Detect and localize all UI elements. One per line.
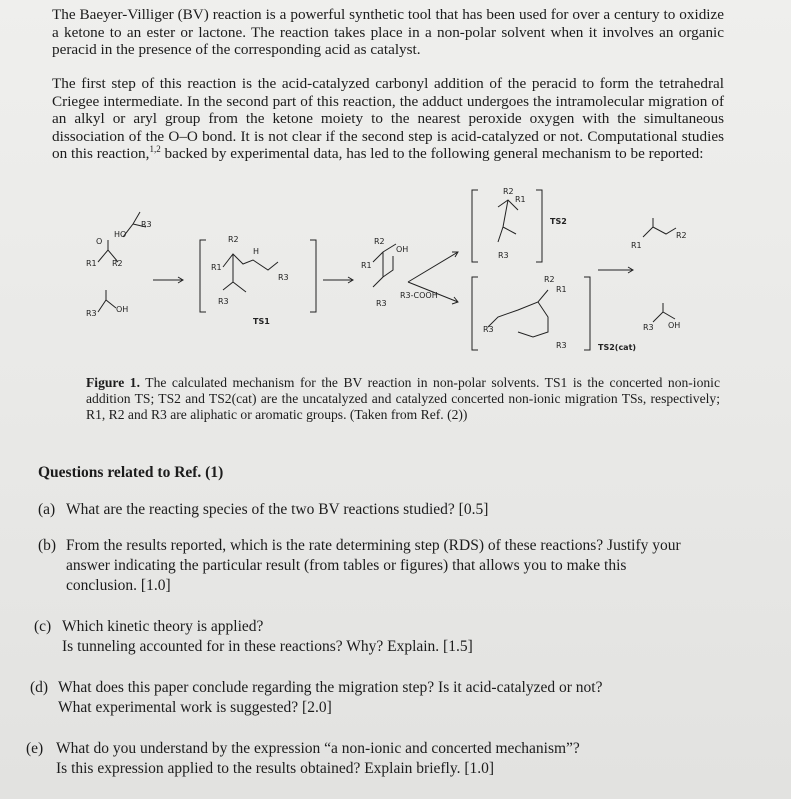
reference-superscript: 1,2 xyxy=(149,144,161,155)
ts2-bonds xyxy=(498,200,518,242)
ts2cat-bracket-left xyxy=(472,277,478,350)
mechanism-paragraph-text: The first step of this reaction is the acid-catalyzed carbonyl addition of the peracid to form the tetrahedral Criegee intermediate. In the second part of this reaction, the adduct undergoes the intramolecular migration of an alkyl or aryl group from the ketone moiety to the nearest peroxide oxygen with the simultaneous dissociation of the O–O bond. It is not clear if the second step is acid-catalyzed or not. Computational studies on this reaction, xyxy=(52,75,724,163)
fig-label-r3-g: R3 xyxy=(483,325,494,334)
fig-label-r2-a: R2 xyxy=(112,259,123,268)
fig-label-r3-f: R3 xyxy=(498,251,509,260)
fig-label-r2-f: R2 xyxy=(676,231,687,240)
question-d-label: (d) xyxy=(30,679,49,696)
fig-label-r3-c: R3 xyxy=(278,273,289,282)
question-c xyxy=(34,617,734,657)
arrow-2 xyxy=(323,277,353,283)
ts2-bracket-left xyxy=(472,190,478,262)
fig-label-r3-b: R3 xyxy=(86,309,97,318)
arrow-to-ts2 xyxy=(408,252,458,282)
intro-paragraph: The Baeyer-Villiger (BV) reaction is a powerful synthetic tool that has been used for over a century to oxidize a ketone to an ester or lactone. The reaction takes place in a non-polar solvent when it involves an organic peracid in the presence of the corresponding acid as catalyst. xyxy=(52,6,724,59)
question-e xyxy=(26,739,726,779)
fig-label-r1-c: R1 xyxy=(361,261,372,270)
question-b-line-2: answer indicating the particular result (from tables or figures) that allows you to make this xyxy=(66,557,627,574)
fig-label-r3-e: R3 xyxy=(376,299,387,308)
fig-label-oh-a: OH xyxy=(116,305,129,314)
arrow-1 xyxy=(153,277,183,283)
ester-bonds xyxy=(643,218,676,237)
mechanism-scheme-svg xyxy=(78,182,718,370)
ts1-bracket-left xyxy=(200,240,206,312)
acid-product-bonds xyxy=(653,303,675,322)
question-b-line-3: conclusion. [1.0] xyxy=(66,577,171,594)
fig-label-ho-a: HO xyxy=(114,230,127,239)
fig-label-r3-h: R3 xyxy=(556,341,567,350)
fig-label-r1-e: R1 xyxy=(556,285,567,294)
fig-label-oh-b: OH xyxy=(396,245,409,254)
figure-caption-label: Figure 1. xyxy=(86,375,140,390)
fig-label-r3-a: R3 xyxy=(141,220,152,229)
question-c-line-2: Is tunneling accounted for in these reactions? Why? Explain. [1.5] xyxy=(62,638,473,655)
ts1-bracket-right xyxy=(310,240,316,312)
fig-label-r1-a: R1 xyxy=(86,259,97,268)
fig-label-r2-d: R2 xyxy=(503,187,514,196)
question-d-line-2: What experimental work is suggested? [2.0] xyxy=(58,699,332,716)
fig-label-oh-c: OH xyxy=(668,321,681,330)
ts1-bonds xyxy=(223,254,278,292)
fig-label-r2-c: R2 xyxy=(374,237,385,246)
arrow-final xyxy=(598,267,633,273)
acid-bonds xyxy=(98,290,116,312)
fig-label-r2-b: R2 xyxy=(228,235,239,244)
fig-label-r3cooh: R3-COOH xyxy=(400,291,438,300)
question-e-line-2: Is this expression applied to the results obtained? Explain briefly. [1.0] xyxy=(56,760,495,777)
question-b xyxy=(38,536,748,596)
mechanism-paragraph xyxy=(52,75,724,163)
fig-label-r1-f: R1 xyxy=(631,241,642,250)
ts2cat-bonds xyxy=(488,290,548,337)
question-d xyxy=(30,678,730,718)
question-a-line-1: What are the reacting species of the two BV reactions studied? [0.5] xyxy=(66,501,489,518)
question-a xyxy=(38,500,738,520)
ts2cat-bracket-right xyxy=(584,277,590,350)
question-a-label: (a) xyxy=(38,501,56,518)
figure-caption-text: The calculated mechanism for the BV reaction in non-polar solvents. TS1 is the concerted non-ionic addition TS; TS2 and TS2(cat) are the uncatalyzed and catalyzed concerted non-ionic migration TSs, respectively; R1, R2 and R3 are aliphatic or aromatic groups. (Taken from Ref. (2)) xyxy=(86,375,720,422)
mechanism-paragraph-text-end: backed by experimental data, has led to the following general mechanism to be reported: xyxy=(160,145,704,163)
fig-label-r3-i: R3 xyxy=(643,323,654,332)
fig-label-h-a: H xyxy=(253,247,260,256)
ts2-bracket-right xyxy=(536,190,542,262)
question-b-label: (b) xyxy=(38,537,57,554)
question-e-line-1: What do you understand by the expression “a non-ionic and concerted mechanism”? xyxy=(56,740,580,757)
question-b-line-1: From the results reported, which is the rate determining step (RDS) of these reactions? Justify your xyxy=(66,537,681,554)
question-c-label: (c) xyxy=(34,618,52,635)
mechanism-figure xyxy=(78,182,718,370)
criegee-bonds xyxy=(373,244,396,287)
fig-label-r1-b: R1 xyxy=(211,263,222,272)
fig-label-r3-d: R3 xyxy=(218,297,229,306)
question-e-label: (e) xyxy=(26,740,44,757)
fig-label-r2-e: R2 xyxy=(544,275,555,284)
fig-label-ts2: TS2 xyxy=(550,217,567,226)
fig-label-ts2cat: TS2(cat) xyxy=(598,343,637,352)
question-c-line-1: Which kinetic theory is applied? xyxy=(62,618,264,635)
fig-label-ts1: TS1 xyxy=(253,317,270,326)
fig-label-r1-d: R1 xyxy=(515,195,526,204)
questions-heading: Questions related to Ref. (1) xyxy=(38,464,224,481)
fig-label-o-a: O xyxy=(96,237,103,246)
figure-caption xyxy=(86,375,720,423)
question-d-line-1: What does this paper conclude regarding the migration step? Is it acid-catalyzed or not? xyxy=(58,679,603,696)
